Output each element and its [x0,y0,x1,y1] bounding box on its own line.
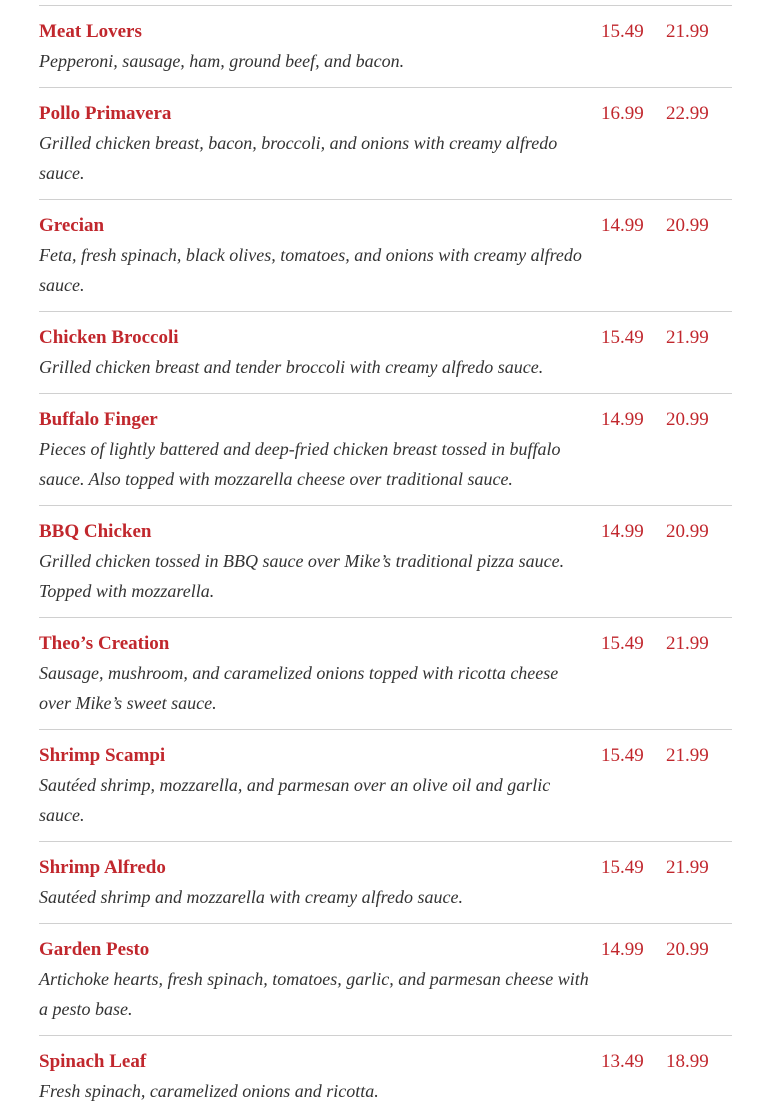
menu-item-shrimp-scampi [39,730,732,842]
price-large: 20.99 [666,939,709,960]
price-large: 21.99 [666,633,709,654]
item-name: Shrimp Alfredo [39,857,166,878]
menu-item-chicken-broccoli [39,312,732,394]
menu-item-bbq-chicken [39,506,732,618]
item-name: Meat Lovers [39,21,142,42]
price-small: 15.49 [601,745,644,766]
menu-list [39,5,732,1117]
item-name: Grecian [39,215,105,236]
menu-item-pollo-primavera [39,88,732,200]
price-small: 15.49 [601,633,644,654]
price-large: 21.99 [666,327,709,348]
price-small: 16.99 [601,103,644,124]
menu-item-buffalo-finger [39,394,732,506]
item-description: Feta, fresh spinach, black olives, tomatoes, and onions with creamy alfredo sauce. [39,245,582,295]
price-small: 14.99 [601,409,644,430]
item-description: Pieces of lightly battered and deep-fried chicken breast tossed in buffalo sauce. Also topped with mozzarella cheese over traditional sauce. [39,439,561,489]
item-description: Grilled chicken breast, bacon, broccoli, and onions with creamy alfredo sauce. [39,133,558,183]
item-description: Grilled chicken breast and tender broccoli with creamy alfredo sauce. [39,357,544,377]
price-small: 14.99 [601,521,644,542]
item-description: Sausage, mushroom, and caramelized onions topped with ricotta cheese over Mike’s sweet sauce. [39,663,559,713]
price-large: 22.99 [666,103,709,124]
price-small: 15.49 [601,857,644,878]
price-small: 14.99 [601,939,644,960]
menu-item-spinach-leaf [39,1036,732,1117]
item-description: Pepperoni, sausage, ham, ground beef, and bacon. [39,51,405,71]
item-description: Sautéed shrimp, mozzarella, and parmesan over an olive oil and garlic sauce. [39,775,551,825]
price-large: 20.99 [666,521,709,542]
price-large: 20.99 [666,215,709,236]
menu-item-meat-lovers [39,6,732,88]
price-large: 18.99 [666,1051,709,1072]
menu-item-shrimp-alfredo [39,842,732,924]
price-large: 20.99 [666,409,709,430]
item-name: Spinach Leaf [39,1051,147,1072]
price-small: 15.49 [601,21,644,42]
price-large: 21.99 [666,745,709,766]
item-description: Grilled chicken tossed in BBQ sauce over Mike’s traditional pizza sauce. Topped with mozzarella. [39,551,565,601]
price-small: 15.49 [601,327,644,348]
price-large: 21.99 [666,857,709,878]
item-name: Pollo Primavera [39,103,172,124]
menu-item-grecian [39,200,732,312]
price-large: 21.99 [666,21,709,42]
item-name: BBQ Chicken [39,521,152,542]
item-name: Theo’s Creation [39,633,170,654]
item-name: Shrimp Scampi [39,745,166,766]
item-name: Buffalo Finger [39,409,158,430]
price-small: 14.99 [601,215,644,236]
item-name: Chicken Broccoli [39,327,179,348]
item-name: Garden Pesto [39,939,150,960]
menu-item-garden-pesto [39,924,732,1036]
item-description: Fresh spinach, caramelized onions and ricotta. [39,1081,379,1101]
item-description: Artichoke hearts, fresh spinach, tomatoes, garlic, and parmesan cheese with a pesto base. [39,969,589,1019]
menu-item-theos-creation [39,618,732,730]
item-description: Sautéed shrimp and mozzarella with creamy alfredo sauce. [39,887,463,907]
price-small: 13.49 [601,1051,644,1072]
